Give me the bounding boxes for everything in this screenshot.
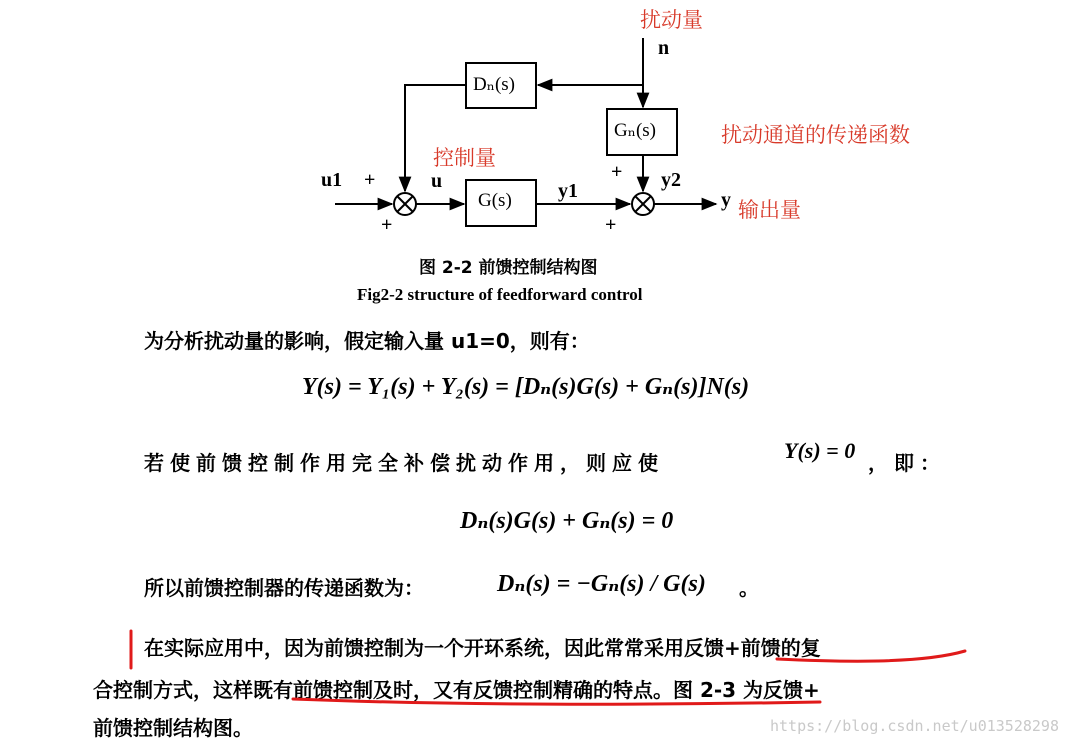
g-block-label: G(s)	[478, 190, 512, 211]
summing-junction-left	[394, 193, 416, 215]
paragraph-4-line-3: 前馈控制结构图。	[93, 716, 253, 740]
paragraph-4-line-2: 合控制方式，这样既有前馈控制及时，又有反馈控制精确的特点。图 2-3 为反馈+	[93, 678, 820, 702]
paragraph-3-end: 。	[739, 576, 759, 600]
plus-left-top: +	[364, 169, 376, 191]
gn-block-label: Gₙ(s)	[614, 120, 656, 141]
plus-right-bottom: +	[605, 214, 617, 236]
watermark: https://blog.csdn.net/u013528298	[770, 717, 1059, 735]
paragraph-2-end: ，即：	[868, 451, 946, 475]
paragraph-4-line-1: 在实际应用中，因为前馈控制为一个开环系统，因此常常采用反馈+前馈的复	[144, 636, 821, 660]
dn-block-label: Dₙ(s)	[473, 74, 515, 95]
annotation-disturbance-channel: 扰动通道的传递函数	[721, 123, 910, 147]
plus-left-bottom: +	[381, 214, 393, 236]
plus-right-top: +	[611, 161, 623, 183]
signal-y1-label: y1	[558, 180, 578, 202]
signal-u-label: u	[431, 170, 443, 192]
paragraph-3-start: 所以前馈控制器的传递函数为：	[144, 576, 424, 600]
equation-1: Y(s) = Y₁(s) + Y₂(s) = [Dₙ(s)G(s) + Gₙ(s)]N(s)	[302, 374, 750, 400]
equation-2: Dₙ(s)G(s) + Gₙ(s) = 0	[460, 508, 674, 534]
annotation-disturbance: 扰动量	[640, 8, 703, 32]
figure-caption-en: Fig2-2 structure of feedforward control	[357, 285, 643, 304]
annotation-control: 控制量	[433, 146, 496, 170]
paragraph-3-equation: Dₙ(s) = −Gₙ(s) / G(s)	[497, 571, 706, 597]
paragraph-2-equation: Y(s) = 0	[784, 438, 856, 463]
signal-y-label: y	[721, 189, 731, 211]
paragraph-2-start: 若使前馈控制作用完全补偿扰动作用，则应使	[144, 451, 664, 475]
paragraph-1: 为分析扰动量的影响，假定输入量 u1=0，则有：	[144, 329, 590, 353]
signal-y2-label: y2	[661, 169, 681, 191]
feedforward-block-diagram	[0, 0, 1087, 260]
summing-junction-right	[632, 193, 654, 215]
signal-n-label: n	[658, 37, 670, 59]
figure-caption-cn: 图 2-2 前馈控制结构图	[419, 258, 598, 278]
annotation-output: 输出量	[738, 198, 801, 222]
signal-u1-label: u1	[321, 169, 343, 191]
